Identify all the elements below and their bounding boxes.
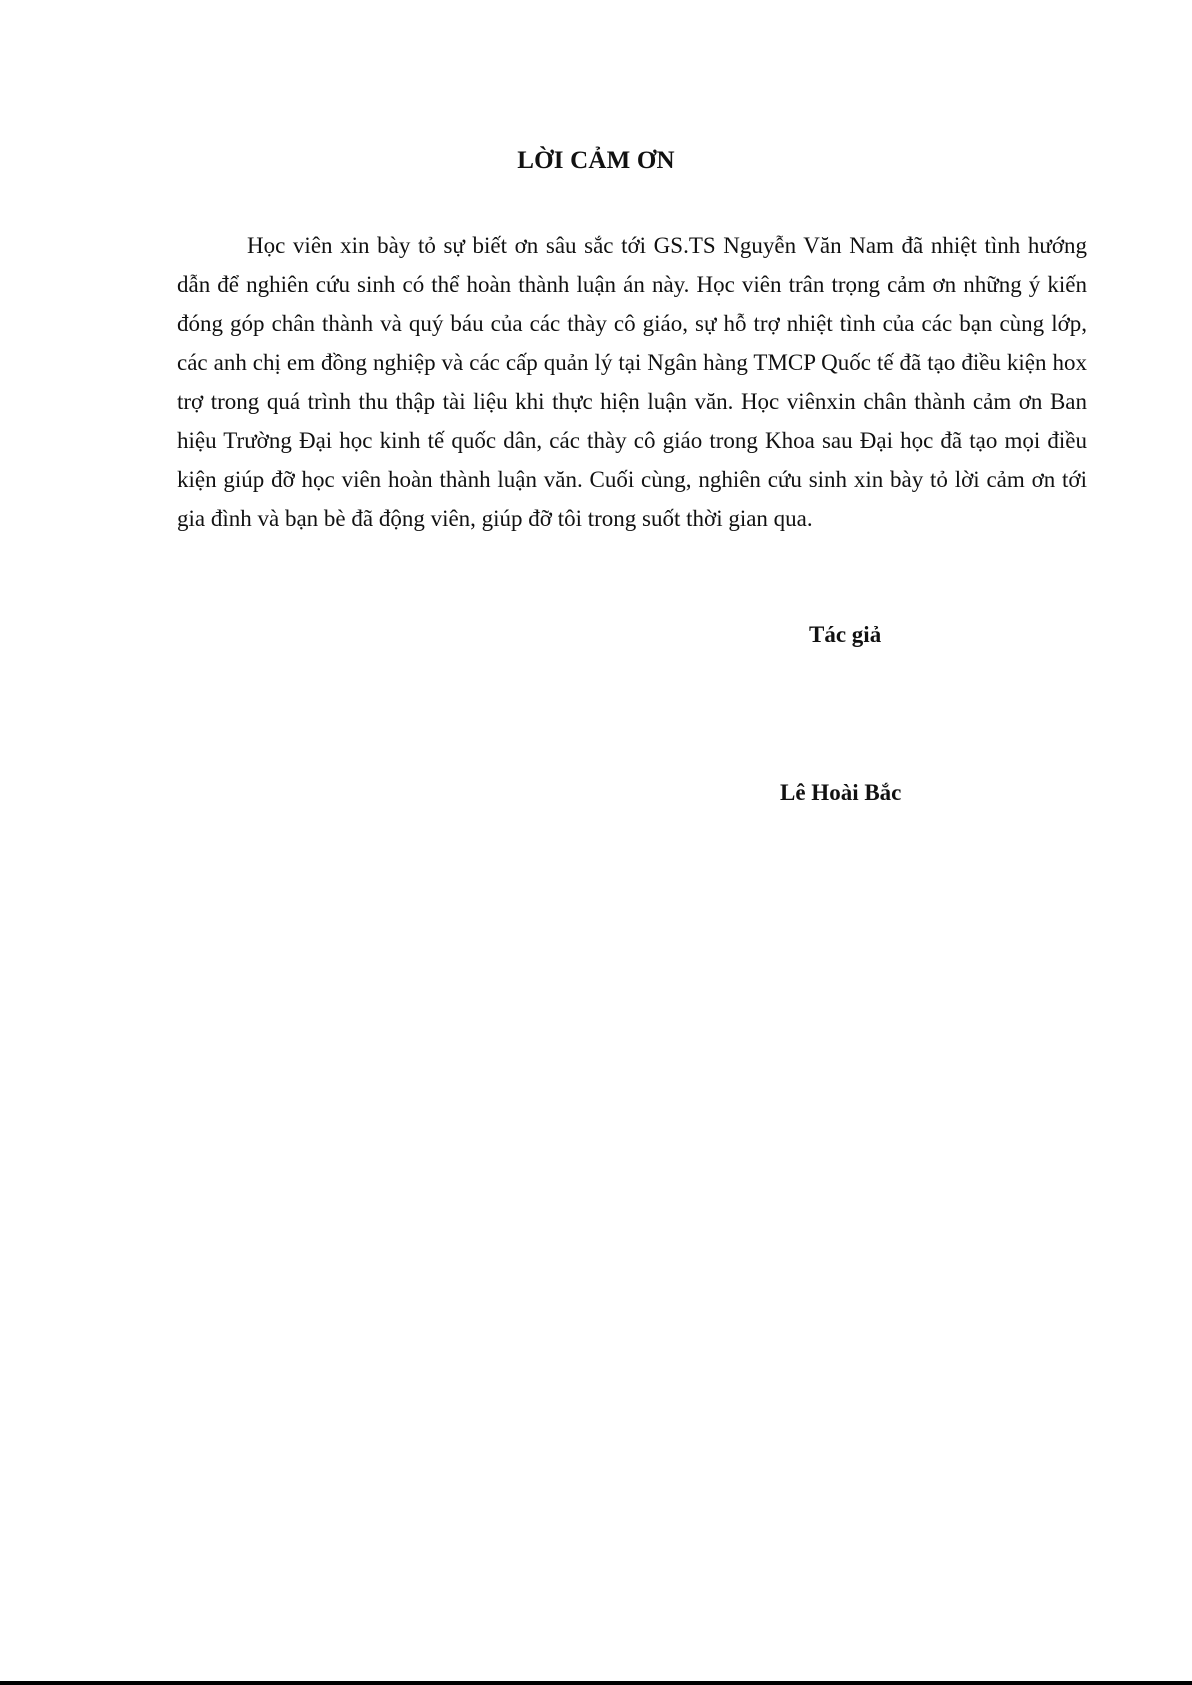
author-name: Lê Hoài Bắc	[780, 780, 902, 805]
author-label: Tác giả	[809, 622, 882, 647]
page-title: LỜI CẢM ƠN	[517, 147, 675, 174]
acknowledgement-paragraph: Học viên xin bày tỏ sự biết ơn sâu sắc tới GS.TS Nguyễn Văn Nam đã nhiệt tình hướng dẫn để nghiên cứu sinh có thể hoàn thành luận án này. Học viên trân trọng cảm ơn những ý kiến đóng góp chân thành và quý báu của các thày cô giáo, sự hỗ trợ nhiệt tình của các bạn cùng lớp, các anh chị em đồng nghiệp và các cấp quản lý tại Ngân hàng TMCP Quốc tế đã tạo điều kiện hox trợ trong quá trình thu thập tài liệu khi thực hiện luận văn. Học viênxin chân thành cảm ơn Ban hiệu Trường Đại học kinh tế quốc dân, các thày cô giáo trong Khoa sau Đại học đã tạo mọi điều kiện giúp đỡ học viên hoàn thành luận văn. Cuối cùng, nghiên cứu sinh xin bày tỏ lời cảm ơn tới gia đình và bạn bè đã động viên, giúp đỡ tôi trong suốt thời gian qua.	[177, 233, 1087, 531]
bottom-border	[0, 1681, 1192, 1685]
